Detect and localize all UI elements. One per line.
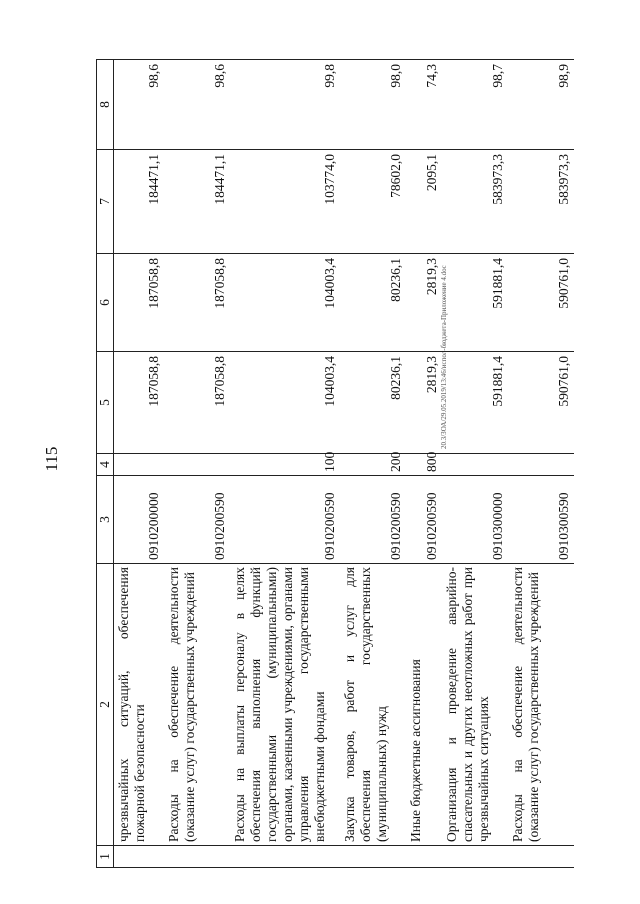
execution-percent: 98,0 <box>340 60 406 150</box>
column-header: 8 <box>97 60 114 150</box>
execution-percent: 98,6 <box>114 60 164 150</box>
executed-amount: 583973,3 <box>442 150 508 254</box>
expense-type <box>114 454 164 476</box>
target-code: 0910200590 <box>340 476 406 564</box>
row-number-cell <box>164 846 230 868</box>
table-row <box>114 60 164 868</box>
item-name: Расходы на выплаты персоналу в целях обеспечения выполнения функций государственными (муниципальными) органами, казенными учреждениями, органами управления государственными внебюджетными фондами <box>230 564 340 846</box>
document-file-path: 20.3/ЗОА/29.05.2019/13:46/испол-бюджета-Приложение 4.doc <box>440 265 448 449</box>
expense-type: 800 <box>406 454 442 476</box>
table-row <box>508 60 574 868</box>
row-number-cell <box>340 846 406 868</box>
column-header: 3 <box>97 476 114 564</box>
executed-amount: 103774,0 <box>230 150 340 254</box>
column-header: 4 <box>97 454 114 476</box>
target-code: 0910300590 <box>508 476 574 564</box>
expense-type <box>164 454 230 476</box>
revised-amount: 2819,3 <box>406 254 442 352</box>
revised-amount: 187058,8 <box>164 254 230 352</box>
revised-amount: 80236,1 <box>340 254 406 352</box>
target-code: 0910200590 <box>164 476 230 564</box>
column-header: 5 <box>97 352 114 454</box>
target-code: 0910200000 <box>114 476 164 564</box>
page-number: 115 <box>42 446 61 472</box>
executed-amount: 78602,0 <box>340 150 406 254</box>
execution-percent: 98,6 <box>164 60 230 150</box>
revised-amount: 104003,4 <box>230 254 340 352</box>
table-row <box>230 60 340 868</box>
row-number-cell <box>508 846 574 868</box>
approved-amount: 80236,1 <box>340 352 406 454</box>
execution-percent: 98,7 <box>442 60 508 150</box>
expense-type <box>442 454 508 476</box>
row-number-cell <box>442 846 508 868</box>
column-header: 2 <box>97 564 114 846</box>
target-code: 0910200590 <box>406 476 442 564</box>
item-name: Закупка товаров, работ и услуг для обеспечения государственных (муниципальных) нужд <box>340 564 406 846</box>
execution-percent: 74,3 <box>406 60 442 150</box>
approved-amount: 187058,8 <box>164 352 230 454</box>
row-number-cell <box>406 846 442 868</box>
approved-amount: 187058,8 <box>114 352 164 454</box>
executed-amount: 2095,1 <box>406 150 442 254</box>
revised-amount: 590761,0 <box>508 254 574 352</box>
execution-percent: 98,9 <box>508 60 574 150</box>
rotated-table-container <box>96 60 608 868</box>
item-name: чрезвычайных ситуаций, обеспечения пожарной безопасности <box>114 564 164 846</box>
executed-amount: 184471,1 <box>114 150 164 254</box>
approved-amount: 591881,4 <box>442 352 508 454</box>
column-header: 7 <box>97 150 114 254</box>
table-row <box>442 60 508 868</box>
revised-amount: 187058,8 <box>114 254 164 352</box>
item-name: Расходы на обеспечение деятельности (оказание услуг) государственных учреждений <box>164 564 230 846</box>
column-header: 6 <box>97 254 114 352</box>
approved-amount: 590761,0 <box>508 352 574 454</box>
item-name: Организация и проведение аварийно-спасательных и других неотложных работ при чрезвычайных ситуациях <box>442 564 508 846</box>
column-header: 1 <box>97 846 114 868</box>
target-code: 0910300000 <box>442 476 508 564</box>
expense-type <box>508 454 574 476</box>
executed-amount: 184471,1 <box>164 150 230 254</box>
table-row <box>406 60 442 868</box>
row-number-cell <box>114 846 164 868</box>
table-row <box>340 60 406 868</box>
executed-amount: 583973,3 <box>508 150 574 254</box>
expense-type: 200 <box>340 454 406 476</box>
target-code: 0910200590 <box>230 476 340 564</box>
item-name: Расходы на обеспечение деятельности (оказание услуг) государственных учреждений <box>508 564 574 846</box>
row-number-cell <box>230 846 340 868</box>
execution-percent: 99,8 <box>230 60 340 150</box>
budget-execution-table <box>96 59 574 868</box>
approved-amount: 104003,4 <box>230 352 340 454</box>
approved-amount: 2819,3 <box>406 352 442 454</box>
table-row <box>164 60 230 868</box>
revised-amount: 591881,4 <box>442 254 508 352</box>
item-name: Иные бюджетные ассигнования <box>406 564 442 846</box>
table-header-row <box>97 60 114 868</box>
expense-type: 100 <box>230 454 340 476</box>
